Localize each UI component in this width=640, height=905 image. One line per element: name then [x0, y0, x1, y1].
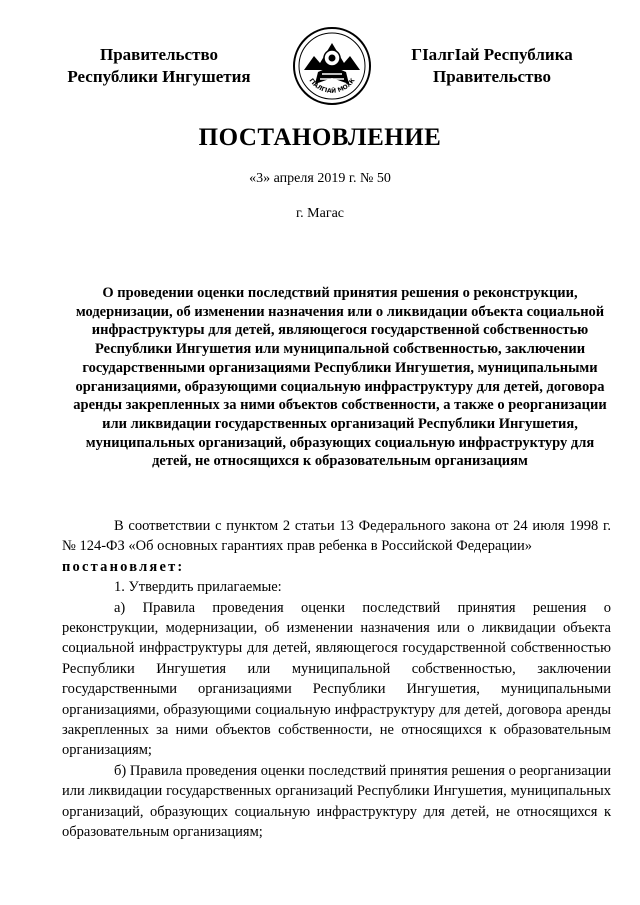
item-1: 1. Утвердить прилагаемые:	[114, 579, 282, 596]
item-a: а) Правила проведения оценки последствий принятия решения о реконструкции, модернизации, об изменении назначения или о ликвидации объекта социальной инфраструктуры для детей, являющегося государственной собственностью Республики Ингушетия или муниципальной собственностью, заключении государственными организациями Республики Ингушетия, муниципальными организациями, образующими социальную инфраструктуру для детей, договора аренды закрепленных за ними объектов собственности, не относящихся к образовательным организациям;	[62, 599, 611, 759]
header-right	[382, 44, 602, 88]
city-line: г. Магас	[296, 206, 344, 221]
header-left-line1: Правительство	[99, 45, 219, 64]
header-right-line1: ГIалгIай Республика	[411, 45, 573, 64]
intro-text: В соответствии с пунктом 2 статьи 13 Федерального закона от 24 июля 1998 г. № 124-ФЗ «Об основных гарантиях прав ребенка в Российской Федерации»	[62, 518, 611, 555]
emblem-seal	[292, 26, 372, 106]
svg-text:ГIАЛГIАЙ МОХК: ГIАЛГIАЙ МОХК	[307, 77, 357, 95]
header-right-line2: Правительство	[432, 67, 552, 86]
resolves-line	[62, 557, 611, 577]
subject-heading: О проведении оценки последствий принятия решения о реконструкции, модернизации, об изменении назначения или о ликвидации объекта социальной инфраструктуры для детей, являющегося государственной собственностью Республики Ингушетия или муниципальной собственностью, заключении государственными организациями Республики Ингушетия, муниципальными организациями, образующими социальную инфраструктуру для детей, договора аренды закрепленных за ними объектов собственности, а также о реорганизации или ликвидации государственных организаций Республики Ингушетия, муниципальных организаций, образующих социальную инфраструктуру для детей, не относящихся к образовательным организациям	[73, 285, 607, 470]
date-number-line: «3» апреля 2019 г. № 50	[249, 171, 391, 186]
header-left	[48, 44, 270, 88]
item-b: б) Правила проведения оценки последствий принятия решения о реорганизации или ликвидации государственных организаций Республики Ингушетия, муниципальных организаций, образующих социальную инфраструктуру для детей, не относящихся к образовательным организациям;	[62, 762, 611, 841]
document-body	[62, 516, 611, 843]
header-left-line2: Республики Ингушетия	[67, 67, 251, 86]
document-title: ПОСТАНОВЛЕНИЕ	[198, 124, 442, 151]
intro-paragraph	[62, 516, 611, 557]
resolves-text: постановляет:	[62, 558, 185, 575]
